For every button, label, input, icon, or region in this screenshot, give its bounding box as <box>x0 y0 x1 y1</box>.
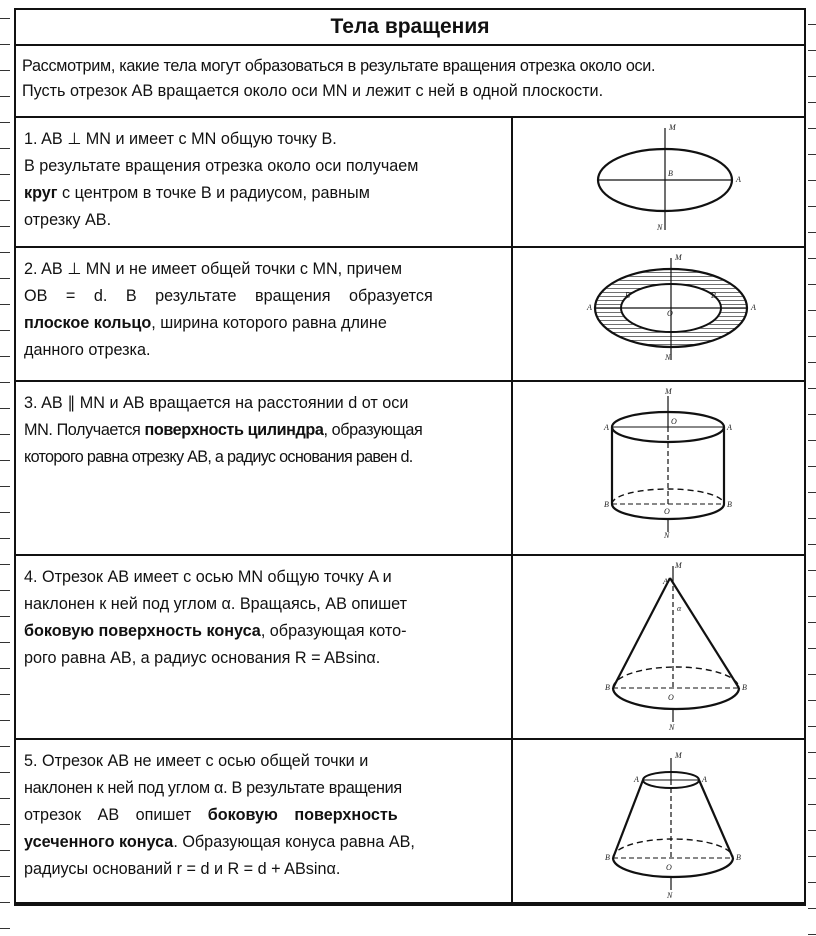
case-3-line-2 <box>24 417 503 444</box>
case-1-text <box>16 118 513 246</box>
case-4-line-3 <box>24 618 503 645</box>
ruler-tick <box>808 310 816 311</box>
case-4-figure-cone <box>513 556 804 738</box>
label-a: A <box>736 175 741 184</box>
case-1-line-3-rest: с центром в точке B и радиусом, равным <box>57 184 370 202</box>
case-row-5 <box>16 740 804 904</box>
ruler-tick <box>0 746 10 747</box>
label-b1: B <box>625 291 630 300</box>
ruler-tick <box>0 330 10 331</box>
cone-base-front <box>613 688 739 709</box>
label-b: B <box>742 683 747 692</box>
case-3-figure-cylinder <box>513 382 804 554</box>
ruler-tick <box>0 720 10 721</box>
case-1-figure-circle <box>513 118 804 246</box>
ruler-tick <box>0 616 10 617</box>
case-2-line-3-rest: , ширина которого равна длине <box>151 314 387 332</box>
label-a: A <box>702 775 707 784</box>
ruler-tick <box>808 856 816 857</box>
ruler-tick <box>0 642 10 643</box>
label-o: O <box>666 863 672 872</box>
ruler-tick <box>808 934 816 935</box>
case-3-line-3: которого равна отрезку AB, а радиус основания равен d. <box>24 448 413 466</box>
label-m: M <box>675 561 682 570</box>
case-1-line-1: 1. AB ⊥ MN и имеет с MN общую точку B. <box>24 130 337 148</box>
ruler-tick <box>808 76 816 77</box>
case-row-1 <box>16 118 804 248</box>
right-ruler-ticks <box>806 0 816 936</box>
case-row-3 <box>16 382 804 556</box>
ruler-tick <box>0 824 10 825</box>
ruler-tick <box>0 902 10 903</box>
label-a: A <box>663 577 668 586</box>
label-a: A <box>727 423 732 432</box>
frustum-left-edge <box>613 780 643 858</box>
cone-base-back <box>613 667 739 688</box>
ruler-tick <box>808 726 816 727</box>
label-m: M <box>669 123 676 132</box>
ruler-tick <box>808 804 816 805</box>
case-4-line-1: 4. Отрезок AB имеет с осью MN общую точку A и <box>24 568 392 586</box>
case-5-figure-frustum <box>513 740 804 902</box>
case-row-4 <box>16 556 804 740</box>
intro-line-1: Рассмотрим, какие тела могут образоваться в результате вращения отрезка около оси. <box>22 57 656 75</box>
label-b1: B <box>605 853 610 862</box>
case-3-term-cylinder: поверхность цилиндра <box>144 421 324 439</box>
circle-diagram <box>513 118 804 246</box>
ruler-tick <box>808 232 816 233</box>
label-b: B <box>736 853 741 862</box>
ruler-tick <box>808 752 816 753</box>
case-5-line-5: радиусы оснований r = d и R = d + ABsinα. <box>24 860 341 878</box>
ruler-tick <box>0 772 10 773</box>
cone-diagram <box>513 556 804 738</box>
ruler-tick <box>0 70 10 71</box>
ruler-tick <box>808 466 816 467</box>
ruler-tick <box>0 538 10 539</box>
ruler-tick <box>0 512 10 513</box>
ruler-tick <box>0 590 10 591</box>
case-5-term-lateral-surface: боковую поверхность <box>207 806 398 824</box>
ruler-tick <box>0 18 10 19</box>
case-row-2 <box>16 248 804 382</box>
case-2-line-4: данного отрезка. <box>24 341 151 359</box>
ruler-tick <box>0 564 10 565</box>
ruler-tick <box>0 200 10 201</box>
ruler-tick <box>0 304 10 305</box>
ring-diagram <box>513 248 804 380</box>
label-b1: B <box>605 683 610 692</box>
ruler-tick <box>0 798 10 799</box>
label-a: A <box>751 303 756 312</box>
left-ruler-ticks <box>0 0 14 936</box>
ruler-tick <box>0 850 10 851</box>
case-5-line-1: 5. Отрезок AB не имеет с осью общей точки и <box>24 752 369 770</box>
label-m: M <box>675 253 682 262</box>
case-2-term-flat-ring: плоское кольцо <box>24 314 152 332</box>
ruler-tick <box>0 408 10 409</box>
case-2-text <box>16 248 513 380</box>
label-o: O <box>671 417 677 426</box>
ruler-tick <box>808 102 816 103</box>
case-5-line-4 <box>24 829 503 856</box>
case-4-line-2: наклонен к ней под углом α. Вращаясь, AB опишет <box>24 595 408 613</box>
ruler-tick <box>808 908 816 909</box>
ruler-tick <box>808 284 816 285</box>
label-a1: A <box>587 303 592 312</box>
rotation-bodies-table <box>14 8 806 906</box>
case-1-line-3 <box>24 180 503 207</box>
ruler-tick <box>0 486 10 487</box>
case-4-term-cone: боковую поверхность конуса <box>24 622 261 640</box>
ruler-tick <box>0 122 10 123</box>
ruler-tick <box>808 50 816 51</box>
label-n: N <box>657 223 663 232</box>
case-2-line-2: OB = d. В результате вращения образуется <box>24 287 433 305</box>
frustum-diagram <box>513 740 804 902</box>
case-4-text <box>16 556 513 738</box>
case-2-figure-ring <box>513 248 804 380</box>
ruler-tick <box>808 882 816 883</box>
ruler-tick <box>808 674 816 675</box>
ruler-tick <box>0 44 10 45</box>
ruler-tick <box>0 928 10 929</box>
label-m: M <box>665 387 672 396</box>
ruler-tick <box>808 336 816 337</box>
ruler-tick <box>808 24 816 25</box>
label-n: N <box>669 723 675 732</box>
label-a1: A <box>604 423 609 432</box>
case-3-line-1: 3. AB ∥ MN и AB вращается на расстоянии d от оси <box>24 394 409 412</box>
label-o1: O <box>664 507 670 516</box>
label-m: M <box>675 751 682 760</box>
label-b: B <box>727 500 732 509</box>
label-b: B <box>711 291 716 300</box>
ruler-tick <box>808 362 816 363</box>
table-title-text: Тела вращения <box>330 15 490 38</box>
case-1-term-circle: круг <box>24 184 58 202</box>
case-3-text <box>16 382 513 554</box>
frustum-base-front <box>613 858 733 877</box>
ruler-tick <box>0 96 10 97</box>
ruler-tick <box>0 460 10 461</box>
ruler-tick <box>0 174 10 175</box>
ruler-tick <box>808 544 816 545</box>
case-5-line-3 <box>24 802 503 829</box>
case-5-line-3-start: отрезок AB опишет <box>24 806 208 824</box>
ruler-tick <box>808 414 816 415</box>
ruler-tick <box>0 148 10 149</box>
ruler-tick <box>808 206 816 207</box>
label-n: N <box>664 531 670 540</box>
ruler-tick <box>0 226 10 227</box>
case-2-line-3 <box>24 310 503 337</box>
frustum-right-edge <box>699 780 733 858</box>
case-5-line-2: наклонен к ней под углом α. В результате вращения <box>24 779 402 797</box>
ruler-tick <box>0 278 10 279</box>
ruler-tick <box>808 492 816 493</box>
ruler-tick <box>0 252 10 253</box>
intro-paragraph <box>16 46 804 118</box>
case-3-line-2-start: MN. Получается <box>24 421 145 439</box>
label-o: O <box>668 693 674 702</box>
ruler-tick <box>808 570 816 571</box>
ruler-tick <box>808 518 816 519</box>
ruler-tick <box>0 876 10 877</box>
ruler-tick <box>808 830 816 831</box>
intro-line-2: Пусть отрезок AB вращается около оси MN и лежит с ней в одной плоскости. <box>22 82 604 100</box>
label-n: N <box>667 891 673 900</box>
ruler-tick <box>808 128 816 129</box>
case-5-text <box>16 740 513 902</box>
ruler-tick <box>0 382 10 383</box>
frustum-base-back <box>613 839 733 858</box>
ruler-tick <box>808 154 816 155</box>
case-1-line-2: В результате вращения отрезка около оси получаем <box>24 157 419 175</box>
case-1-line-4: отрезку AB. <box>24 211 112 229</box>
case-3-line-2-end: , образующая <box>323 421 423 439</box>
ruler-tick <box>808 440 816 441</box>
ruler-tick <box>808 778 816 779</box>
table-title <box>16 10 804 46</box>
label-o: O <box>667 309 673 318</box>
ruler-tick <box>808 180 816 181</box>
case-5-term-frustum: усеченного конуса <box>24 833 174 851</box>
cylinder-diagram <box>513 382 804 554</box>
label-b: B <box>668 169 673 178</box>
label-alpha: α <box>677 604 682 613</box>
ruler-tick <box>808 596 816 597</box>
cone-right-edge <box>670 578 739 688</box>
ruler-tick <box>808 258 816 259</box>
label-n: N <box>665 353 671 362</box>
cone-left-edge <box>613 578 670 688</box>
ruler-tick <box>808 648 816 649</box>
ruler-tick <box>0 668 10 669</box>
ruler-tick <box>808 388 816 389</box>
ruler-tick <box>808 700 816 701</box>
label-a1: A <box>634 775 639 784</box>
label-b1: B <box>604 500 609 509</box>
ruler-tick <box>808 622 816 623</box>
case-5-line-4-rest: . Образующая конуса равна AB, <box>173 833 415 851</box>
case-4-line-3-rest: , образующая кото- <box>260 622 407 640</box>
ruler-tick <box>0 434 10 435</box>
ruler-tick <box>0 694 10 695</box>
case-2-line-1: 2. AB ⊥ MN и не имеет общей точки с MN, причем <box>24 260 403 278</box>
case-4-line-4: рого равна AB, а радиус основания R = ABsinα. <box>24 649 381 667</box>
ruler-tick <box>0 356 10 357</box>
